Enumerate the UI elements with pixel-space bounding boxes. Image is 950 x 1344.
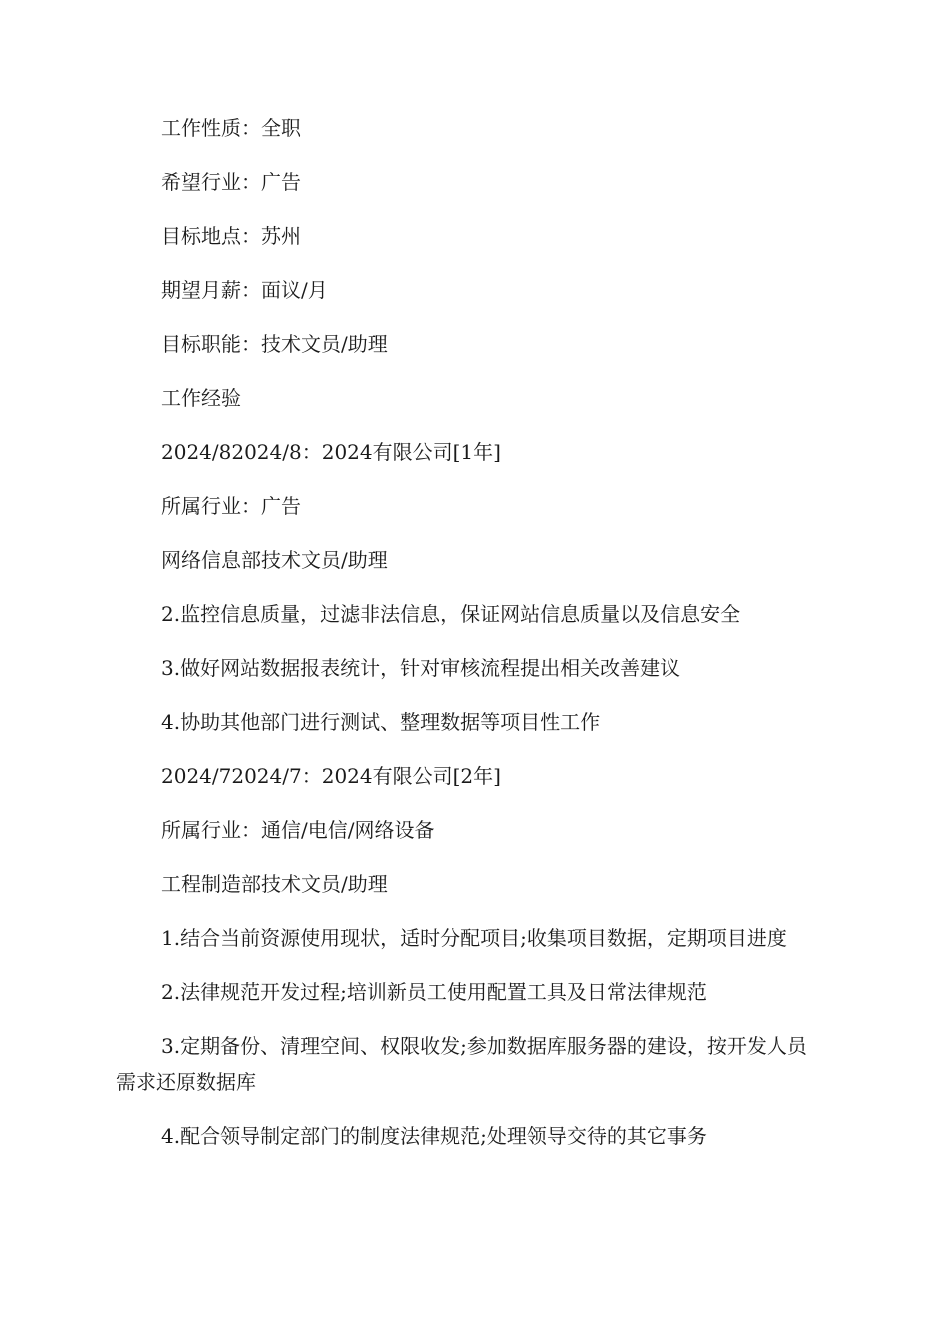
experience-2-duty-4: 4.配合领导制定部门的制度法律规范;处理领导交待的其它事务 bbox=[161, 1124, 707, 1148]
experience-2-period: 2024/72024/7：2024有限公司[2年] bbox=[161, 764, 501, 788]
experience-2-duty-3: 3.定期备份、清理空间、权限收发;参加数据库服务器的建设，按开发人员需求还原数据库 bbox=[116, 1034, 807, 1094]
experience-1-duty-3: 3.做好网站数据报表统计，针对审核流程提出相关改善建议 bbox=[161, 656, 681, 680]
expected-salary-line: 期望月薪：面议/月 bbox=[161, 278, 328, 302]
experience-1-position: 网络信息部技术文员/助理 bbox=[161, 548, 388, 572]
target-location-line: 目标地点：苏州 bbox=[161, 224, 301, 248]
experience-1-period: 2024/82024/8：2024有限公司[1年] bbox=[161, 440, 501, 464]
experience-1-duty-2: 2.监控信息质量，过滤非法信息，保证网站信息质量以及信息安全 bbox=[161, 602, 741, 626]
experience-2-position: 工程制造部技术文员/助理 bbox=[161, 872, 388, 896]
experience-2-industry: 所属行业：通信/电信/网络设备 bbox=[161, 818, 435, 842]
experience-1-industry: 所属行业：广告 bbox=[161, 494, 301, 518]
experience-1-duty-4: 4.协助其他部门进行测试、整理数据等项目性工作 bbox=[161, 710, 601, 734]
experience-2-duty-1: 1.结合当前资源使用现状，适时分配项目;收集项目数据，定期项目进度 bbox=[161, 926, 787, 950]
document-body bbox=[116, 110, 826, 1172]
job-type-line: 工作性质：全职 bbox=[161, 116, 301, 140]
work-experience-heading: 工作经验 bbox=[161, 386, 241, 410]
target-function-line: 目标职能：技术文员/助理 bbox=[161, 332, 388, 356]
desired-industry-line: 希望行业：广告 bbox=[161, 170, 301, 194]
experience-2-duty-2: 2.法律规范开发过程;培训新员工使用配置工具及日常法律规范 bbox=[161, 980, 707, 1004]
